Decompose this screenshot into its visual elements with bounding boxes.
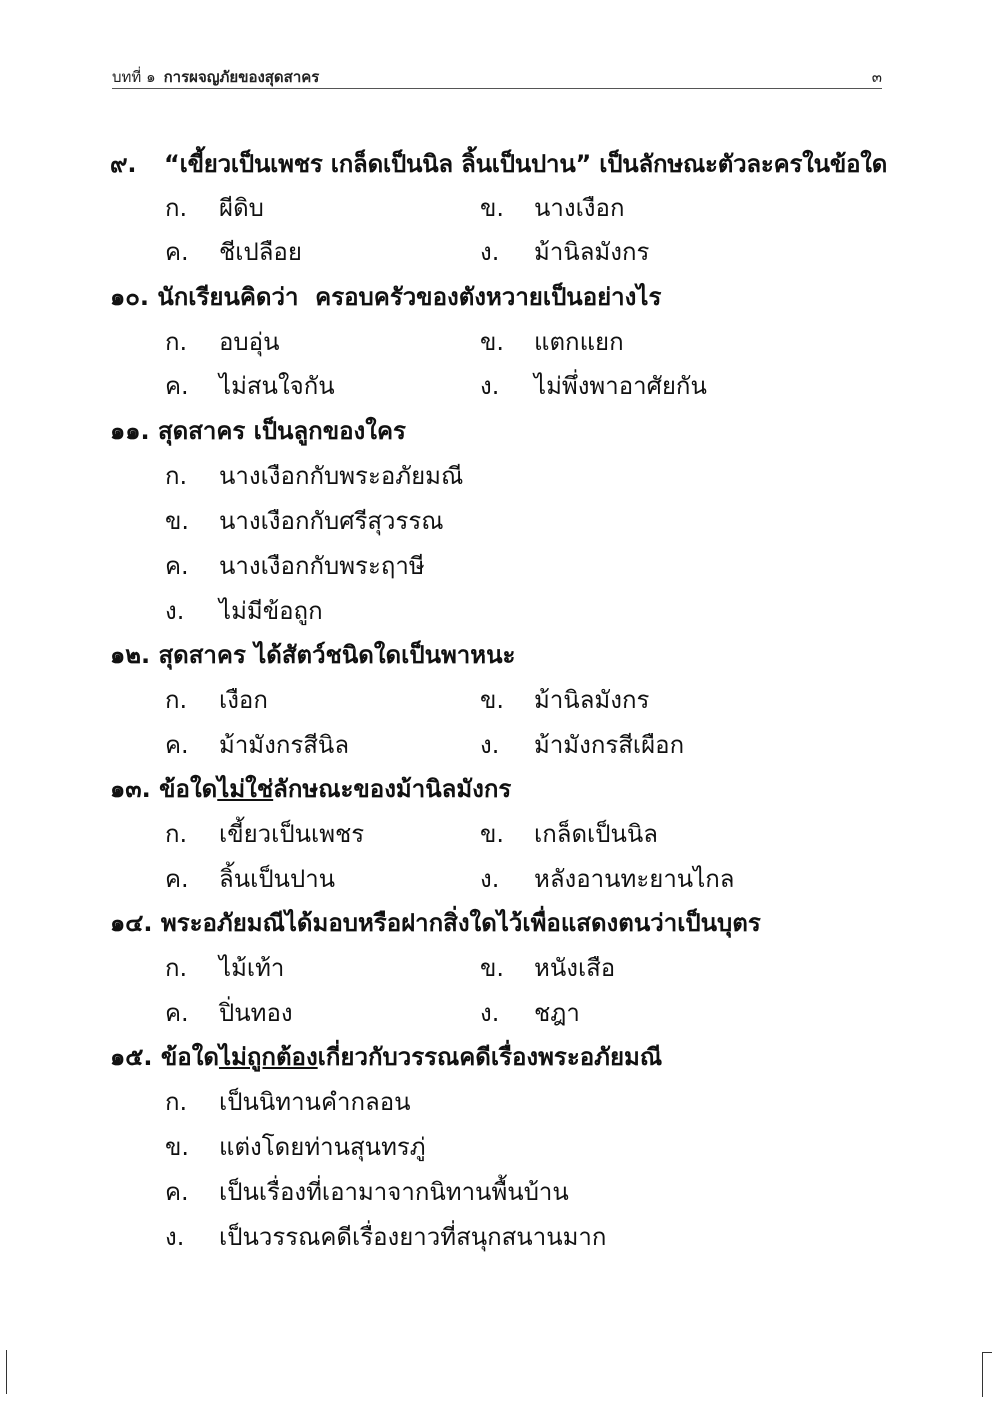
option-text: ผีดิบ xyxy=(219,194,264,222)
option-12-d xyxy=(480,725,684,764)
question-text: พระอภัยมณีได้มอบหรือฝากสิ่งใดไว้เพื่อแสดงตนว่าเป็นบุตร xyxy=(160,909,761,937)
option-label: ค. xyxy=(165,372,189,400)
question-text: “เขี้ยวเป็นเพชร เกล็ดเป็นนิล ลิ้นเป็นปาน” เป็นลักษณะตัวละครในข้อใด xyxy=(164,150,888,178)
page-header xyxy=(112,62,882,89)
option-label: ข. xyxy=(165,1133,190,1161)
question-text-emphasis: ไม่ใช่ xyxy=(217,775,274,803)
option-label: ค. xyxy=(165,1178,189,1206)
question-9 xyxy=(110,144,887,183)
option-label: ง. xyxy=(480,865,500,893)
question-number: ๑๑. xyxy=(110,417,150,445)
option-label: ก. xyxy=(165,954,188,982)
option-13-a xyxy=(165,814,364,853)
option-9-c xyxy=(165,232,302,271)
option-15-a xyxy=(165,1082,411,1121)
option-9-a xyxy=(165,188,264,227)
chapter-label: บทที่ ๑ xyxy=(112,68,156,86)
question-text-after: ลักษณะของม้านิลมังกร xyxy=(273,775,512,803)
option-text: นางเงือกกับพระฤาษี xyxy=(219,552,425,580)
option-label: ง. xyxy=(480,999,500,1027)
option-text: นางเงือกกับศรีสุวรรณ xyxy=(219,507,444,535)
question-text: นักเรียนคิดว่า ครอบครัวของตังหวายเป็นอย่างไร xyxy=(157,283,662,311)
option-text: ไม่มีข้อถูก xyxy=(219,597,323,625)
option-text: ชีเปลือย xyxy=(219,238,302,266)
question-text-before: ข้อใด xyxy=(159,775,218,803)
option-14-b xyxy=(480,948,615,987)
option-label: ก. xyxy=(165,194,188,222)
option-text: แตกแยก xyxy=(534,328,624,356)
option-text: เป็นวรรณคดีเรื่องยาวที่สนุกสนานมาก xyxy=(219,1223,607,1251)
option-14-d xyxy=(480,993,580,1032)
question-10 xyxy=(110,277,661,316)
option-10-d xyxy=(480,366,707,405)
option-10-b xyxy=(480,322,624,361)
option-text: นางเงือก xyxy=(534,194,625,222)
option-13-c xyxy=(165,859,335,898)
question-text-emphasis: ไม่ถูกต้อง xyxy=(219,1043,318,1071)
option-11-a xyxy=(165,456,463,495)
option-text: เป็นเรื่องที่เอามาจากนิทานพื้นบ้าน xyxy=(219,1178,569,1206)
question-number: ๑๓. xyxy=(110,775,151,803)
option-13-b xyxy=(480,814,658,853)
option-text: ปิ่นทอง xyxy=(219,999,293,1027)
question-text: สุดสาคร ได้สัตว์ชนิดใดเป็นพาหนะ xyxy=(158,641,516,669)
option-label: ค. xyxy=(165,238,189,266)
option-text: เงือก xyxy=(219,686,268,714)
option-text: ไม่พึ่งพาอาศัยกัน xyxy=(534,372,707,400)
option-text: ไม้เท้า xyxy=(219,954,285,982)
question-13 xyxy=(110,769,511,808)
crop-mark-left xyxy=(0,1350,7,1394)
option-label: ก. xyxy=(165,820,188,848)
option-11-b xyxy=(165,501,444,540)
option-label: ข. xyxy=(480,820,505,848)
option-label: ค. xyxy=(165,552,189,580)
option-10-c xyxy=(165,366,335,405)
option-label: ข. xyxy=(480,194,505,222)
question-14 xyxy=(110,903,761,942)
running-head xyxy=(112,65,319,89)
option-15-b xyxy=(165,1127,426,1166)
option-label: ก. xyxy=(165,328,188,356)
chapter-title: การผจญภัยของสุดสาคร xyxy=(163,68,320,86)
question-text: สุดสาคร เป็นลูกของใคร xyxy=(157,417,406,445)
option-13-d xyxy=(480,859,735,898)
option-label: ข. xyxy=(480,954,505,982)
option-text: เขี้ยวเป็นเพชร xyxy=(219,820,365,848)
option-text: เกล็ดเป็นนิล xyxy=(534,820,658,848)
question-text-before: ข้อใด xyxy=(160,1043,219,1071)
question-15 xyxy=(110,1037,662,1076)
option-text: ไม่สนใจกัน xyxy=(219,372,335,400)
question-text-after: เกี่ยวกับวรรณคดีเรื่องพระอภัยมณี xyxy=(317,1043,663,1071)
page-number: ๓ xyxy=(871,68,882,86)
option-text: อบอุ่น xyxy=(219,328,280,356)
question-number: ๑๔. xyxy=(110,909,153,937)
option-label: ง. xyxy=(480,238,500,266)
option-label: ง. xyxy=(480,372,500,400)
option-12-a xyxy=(165,680,268,719)
option-label: ง. xyxy=(165,597,185,625)
option-label: ง. xyxy=(165,1223,185,1251)
option-label: ค. xyxy=(165,865,189,893)
option-label: ก. xyxy=(165,686,188,714)
option-label: ค. xyxy=(165,731,189,759)
option-label: ก. xyxy=(165,1088,188,1116)
option-label: ข. xyxy=(165,507,190,535)
option-label: ง. xyxy=(480,731,500,759)
option-11-c xyxy=(165,546,425,585)
crop-mark-right xyxy=(982,1352,992,1397)
option-9-b xyxy=(480,188,624,227)
option-11-d xyxy=(165,591,323,630)
option-text: หนังเสือ xyxy=(534,954,616,982)
option-text: ม้ามังกรสีนิล xyxy=(219,731,350,759)
option-text: ม้ามังกรสีเผือก xyxy=(534,731,685,759)
option-text: แต่งโดยท่านสุนทรภู่ xyxy=(219,1133,426,1161)
option-label: ก. xyxy=(165,462,188,490)
question-number: ๑๐. xyxy=(110,283,149,311)
option-12-c xyxy=(165,725,349,764)
option-15-c xyxy=(165,1172,569,1211)
option-label: ข. xyxy=(480,686,505,714)
question-number: ๙. xyxy=(110,150,137,178)
option-9-d xyxy=(480,232,649,271)
question-11 xyxy=(110,411,406,450)
option-text: ชฎา xyxy=(534,999,580,1027)
question-12 xyxy=(110,635,515,674)
question-number: ๑๕. xyxy=(110,1043,153,1071)
option-12-b xyxy=(480,680,649,719)
option-label: ค. xyxy=(165,999,189,1027)
option-text: หลังอานทะยานไกล xyxy=(534,865,735,893)
option-label: ข. xyxy=(480,328,505,356)
option-14-c xyxy=(165,993,293,1032)
option-text: ม้านิลมังกร xyxy=(534,686,650,714)
option-14-a xyxy=(165,948,284,987)
option-text: ลิ้นเป็นปาน xyxy=(219,865,336,893)
option-text: ม้านิลมังกร xyxy=(534,238,650,266)
option-15-d xyxy=(165,1217,606,1256)
option-text: นางเงือกกับพระอภัยมณี xyxy=(219,462,464,490)
option-text: เป็นนิทานคำกลอน xyxy=(219,1088,411,1116)
question-number: ๑๒. xyxy=(110,641,151,669)
option-10-a xyxy=(165,322,279,361)
